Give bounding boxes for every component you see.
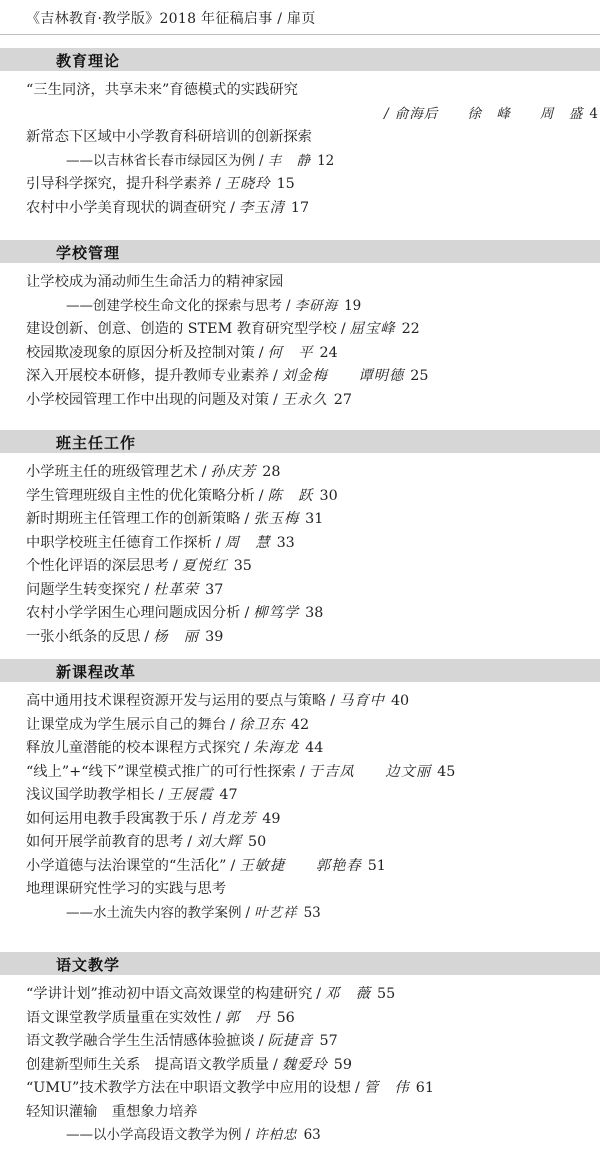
article-title: “线上”+“线下”课堂模式推广的可行性探索 bbox=[26, 763, 296, 780]
separator: / bbox=[286, 297, 291, 314]
article-author: 王晓玲 bbox=[224, 176, 271, 192]
article-title: 一张小纸条的反思 bbox=[26, 628, 141, 645]
article-list bbox=[26, 983, 598, 1148]
page-number: 40 bbox=[390, 693, 410, 709]
article-title: 问题学生转变探究 bbox=[26, 581, 141, 598]
article-entry[interactable] bbox=[26, 761, 598, 785]
article-title: 语文教学融合学生生活情感体验摭谈 bbox=[26, 1033, 255, 1049]
separator: / bbox=[158, 787, 164, 803]
page-number: 49 bbox=[262, 810, 281, 827]
article-title: 学生管理班级自主性的优化策略分析 bbox=[26, 487, 255, 504]
separator: / bbox=[340, 321, 346, 337]
article-author: 张玉梅 bbox=[253, 511, 300, 527]
article-entry[interactable] bbox=[26, 626, 598, 650]
page-number: 28 bbox=[262, 464, 281, 480]
page-number: 63 bbox=[303, 1127, 321, 1143]
article-author: 刘大辉 bbox=[196, 834, 242, 850]
page-number: 17 bbox=[290, 199, 310, 216]
article-author: 徐卫东 bbox=[238, 716, 285, 733]
article-author: 叶艺祥 bbox=[254, 904, 298, 921]
page-number: 22 bbox=[401, 321, 420, 337]
article-author: 许柏忠 bbox=[254, 1127, 298, 1143]
article-author: 李玉清 bbox=[238, 199, 285, 216]
article-title: 如何开展学前教育的思考 bbox=[26, 834, 184, 850]
article-title: 农村中小学美育现状的调查研究 bbox=[26, 199, 227, 216]
article-title: “UMU”技术教学方法在中职语文教学中应用的设想 bbox=[26, 1080, 351, 1096]
article-title: “三生同济，共享未来”育德模式的实践研究 bbox=[26, 82, 298, 98]
article-entry[interactable] bbox=[26, 1054, 598, 1078]
separator: / bbox=[316, 986, 322, 1002]
separator: / bbox=[215, 176, 221, 192]
article-title: 高中通用技术课程资源开发与运用的要点与策略 bbox=[26, 693, 327, 709]
article-entry[interactable] bbox=[26, 461, 598, 485]
article-title: 如何运用电教手段寓教于乐 bbox=[26, 810, 198, 827]
separator: / bbox=[330, 693, 336, 709]
page-number: 59 bbox=[333, 1056, 352, 1073]
section-header bbox=[0, 430, 600, 453]
article-author: 何 平 bbox=[267, 344, 314, 361]
article-entry[interactable] bbox=[26, 855, 598, 879]
article-entry[interactable] bbox=[26, 295, 598, 319]
separator: / bbox=[244, 740, 250, 756]
article-entry[interactable] bbox=[26, 318, 598, 342]
section-title: 语文教学 bbox=[56, 956, 121, 974]
article-entry[interactable] bbox=[26, 737, 598, 761]
article-subtitle: ——以小学高段语文教学为例 bbox=[66, 1127, 242, 1143]
section-title: 新课程改革 bbox=[56, 663, 137, 681]
section-title: 班主任工作 bbox=[56, 434, 137, 452]
article-entry[interactable] bbox=[26, 197, 598, 221]
separator: / bbox=[230, 199, 235, 216]
separator: / bbox=[244, 605, 250, 621]
separator: / bbox=[273, 368, 278, 384]
article-title: 深入开展校本研修，提升教师专业素养 bbox=[26, 368, 270, 384]
author-line[interactable] bbox=[26, 103, 598, 127]
separator: / bbox=[355, 1080, 360, 1096]
article-entry[interactable] bbox=[26, 173, 598, 197]
article-entry[interactable] bbox=[26, 1007, 598, 1031]
separator: / bbox=[259, 152, 264, 169]
separator: / bbox=[230, 857, 236, 874]
separator: / bbox=[245, 904, 251, 921]
section-header bbox=[0, 659, 600, 682]
article-entry[interactable] bbox=[26, 555, 598, 579]
page-number: 42 bbox=[290, 716, 310, 733]
article-title: 小学班主任的班级管理艺术 bbox=[26, 464, 198, 480]
article-entry[interactable] bbox=[26, 365, 598, 389]
article-title: 轻知识灌输 重想象力培养 bbox=[26, 1103, 198, 1120]
article-entry[interactable] bbox=[26, 902, 598, 926]
page-number: 35 bbox=[233, 558, 252, 574]
article-title: 个性化评语的深层思考 bbox=[26, 558, 169, 574]
separator: / bbox=[299, 763, 305, 780]
article-title: 创建新型师生关系 提高语文教学质量 bbox=[26, 1056, 270, 1073]
page-number: 37 bbox=[205, 581, 224, 598]
article-title: 新常态下区域中小学教育科研培训的创新探索 bbox=[26, 129, 312, 145]
page-number: 12 bbox=[317, 152, 335, 169]
article-author: 肖龙芳 bbox=[210, 810, 257, 827]
separator: / bbox=[258, 487, 264, 504]
separator: / bbox=[215, 534, 221, 551]
article-author: 朱海龙 bbox=[253, 740, 300, 756]
page-number: 19 bbox=[344, 297, 362, 314]
article-title: 地理课研究性学习的实践与思考 bbox=[26, 881, 227, 897]
article-author: 魏爱玲 bbox=[281, 1056, 328, 1073]
article-author: 周 慧 bbox=[224, 534, 271, 551]
article-title: 引导科学探究，提升科学素养 bbox=[26, 176, 212, 192]
article-author: 陈 跃 bbox=[267, 487, 314, 504]
page-number: 50 bbox=[247, 834, 267, 850]
article-subtitle: ——以吉林省长春市绿园区为例 bbox=[66, 152, 255, 169]
article-author: 邓 薇 bbox=[325, 986, 371, 1002]
page-number: 55 bbox=[376, 986, 396, 1002]
article-author: / 俞海后 徐 峰 周 盛 bbox=[384, 105, 584, 122]
separator: / bbox=[201, 464, 207, 480]
article-subtitle: ——水土流失内容的教学案例 bbox=[66, 904, 242, 921]
article-author: 王敏捷 郭艳春 bbox=[239, 857, 362, 874]
article-title: 释放儿童潜能的校本课程方式探究 bbox=[26, 740, 241, 756]
article-entry[interactable] bbox=[26, 602, 598, 626]
article-entry[interactable] bbox=[26, 150, 598, 174]
article-entry[interactable] bbox=[26, 1101, 598, 1125]
article-title: 让学校成为涌动师生生命活力的精神家园 bbox=[26, 274, 284, 290]
page-header: 《吉林教育·教学版》2018 年征稿启事 / 扉页 bbox=[26, 11, 316, 27]
article-title: 小学道德与法治课堂的“生活化” bbox=[26, 857, 227, 874]
article-entry[interactable] bbox=[26, 389, 598, 413]
article-entry[interactable] bbox=[26, 342, 598, 366]
article-title: “学讲计划”推动初中语文高效课堂的构建研究 bbox=[26, 986, 313, 1002]
article-title: 中职学校班主任德育工作探析 bbox=[26, 534, 212, 551]
article-title: 让课堂成为学生展示自己的舞台 bbox=[26, 716, 227, 733]
section-title: 教育理论 bbox=[56, 52, 121, 70]
article-title: 浅议国学助教学相长 bbox=[26, 787, 155, 803]
page-number: 27 bbox=[333, 391, 352, 408]
page-number: 56 bbox=[276, 1009, 295, 1026]
separator: / bbox=[187, 834, 193, 850]
page-number: 4 bbox=[589, 105, 598, 122]
separator: / bbox=[144, 581, 150, 598]
page-number: 25 bbox=[410, 368, 429, 384]
article-author: 马育中 bbox=[339, 693, 385, 709]
article-entry[interactable] bbox=[26, 1124, 598, 1148]
separator: / bbox=[215, 1009, 221, 1026]
article-entry[interactable] bbox=[26, 784, 598, 808]
article-author: 屈宝峰 bbox=[349, 321, 396, 337]
article-author: 丰 静 bbox=[267, 152, 312, 169]
page-number: 33 bbox=[276, 534, 295, 551]
article-title: 建设创新、创意、创造的 STEM 教育研究型学校 bbox=[26, 321, 337, 337]
article-list bbox=[26, 271, 598, 412]
section-header bbox=[0, 952, 600, 975]
article-title: 语文课堂教学质量重在实效性 bbox=[26, 1009, 212, 1026]
article-list bbox=[26, 461, 598, 649]
article-entry[interactable] bbox=[26, 714, 598, 738]
separator: / bbox=[273, 1056, 278, 1073]
section-header bbox=[0, 240, 600, 263]
article-author: 杜革荣 bbox=[153, 581, 200, 598]
page-number: 61 bbox=[415, 1080, 434, 1096]
article-entry[interactable] bbox=[26, 485, 598, 509]
article-author: 孙庆芳 bbox=[210, 464, 257, 480]
article-subtitle: ——创建学校生命文化的探索与思考 bbox=[66, 297, 282, 314]
article-author: 柳笃学 bbox=[253, 605, 300, 621]
page-number: 57 bbox=[319, 1033, 338, 1049]
article-entry[interactable] bbox=[26, 532, 598, 556]
article-entry[interactable] bbox=[26, 271, 598, 295]
separator: / bbox=[144, 628, 150, 645]
article-author: 郭 丹 bbox=[224, 1009, 271, 1026]
article-author: 王展霞 bbox=[167, 787, 214, 803]
page-number: 38 bbox=[305, 605, 324, 621]
article-entry[interactable] bbox=[26, 508, 598, 532]
page-number: 44 bbox=[305, 740, 324, 756]
page-number: 30 bbox=[319, 487, 338, 504]
page-number: 24 bbox=[319, 344, 338, 361]
page-number: 31 bbox=[305, 511, 324, 527]
article-title: 新时期班主任管理工作的创新策略 bbox=[26, 511, 241, 527]
separator: / bbox=[244, 511, 250, 527]
article-title: 农村小学学困生心理问题成因分析 bbox=[26, 605, 241, 621]
separator: / bbox=[172, 558, 178, 574]
article-title: 小学校园管理工作中出现的问题及对策 bbox=[26, 391, 270, 408]
separator: / bbox=[245, 1127, 251, 1143]
article-entry[interactable] bbox=[26, 690, 598, 714]
article-entry[interactable] bbox=[26, 831, 598, 855]
page-number: 15 bbox=[276, 176, 295, 192]
article-author: 夏悦红 bbox=[181, 558, 228, 574]
article-list bbox=[26, 79, 598, 220]
article-entry[interactable] bbox=[26, 1077, 598, 1101]
article-author: 王永久 bbox=[281, 391, 328, 408]
article-entry[interactable] bbox=[26, 878, 598, 902]
article-entry[interactable] bbox=[26, 79, 598, 103]
separator: / bbox=[258, 1033, 264, 1049]
article-entry[interactable] bbox=[26, 983, 598, 1007]
article-author: 刘金梅 谭明德 bbox=[281, 368, 405, 384]
article-list bbox=[26, 690, 598, 925]
article-entry[interactable] bbox=[26, 808, 598, 832]
section-header bbox=[0, 48, 600, 71]
article-author: 阮捷音 bbox=[267, 1033, 314, 1049]
section-title: 学校管理 bbox=[56, 244, 121, 262]
page-number: 39 bbox=[205, 628, 224, 645]
article-author: 李研海 bbox=[294, 297, 339, 314]
article-entry[interactable] bbox=[26, 1030, 598, 1054]
separator: / bbox=[273, 391, 278, 408]
article-entry[interactable] bbox=[26, 579, 598, 603]
article-title: 校园欺凌现象的原因分析及控制对策 bbox=[26, 344, 255, 361]
separator: / bbox=[230, 716, 235, 733]
article-entry[interactable] bbox=[26, 126, 598, 150]
page-number: 51 bbox=[367, 857, 386, 874]
page-number: 53 bbox=[303, 904, 321, 921]
header-divider bbox=[0, 34, 600, 35]
page-number: 47 bbox=[219, 787, 238, 803]
article-author: 于吉凤 边文丽 bbox=[308, 763, 432, 780]
page-number: 45 bbox=[437, 763, 456, 780]
article-author: 管 伟 bbox=[363, 1080, 410, 1096]
separator: / bbox=[201, 810, 207, 827]
article-author: 杨 丽 bbox=[153, 628, 200, 645]
separator: / bbox=[258, 344, 264, 361]
